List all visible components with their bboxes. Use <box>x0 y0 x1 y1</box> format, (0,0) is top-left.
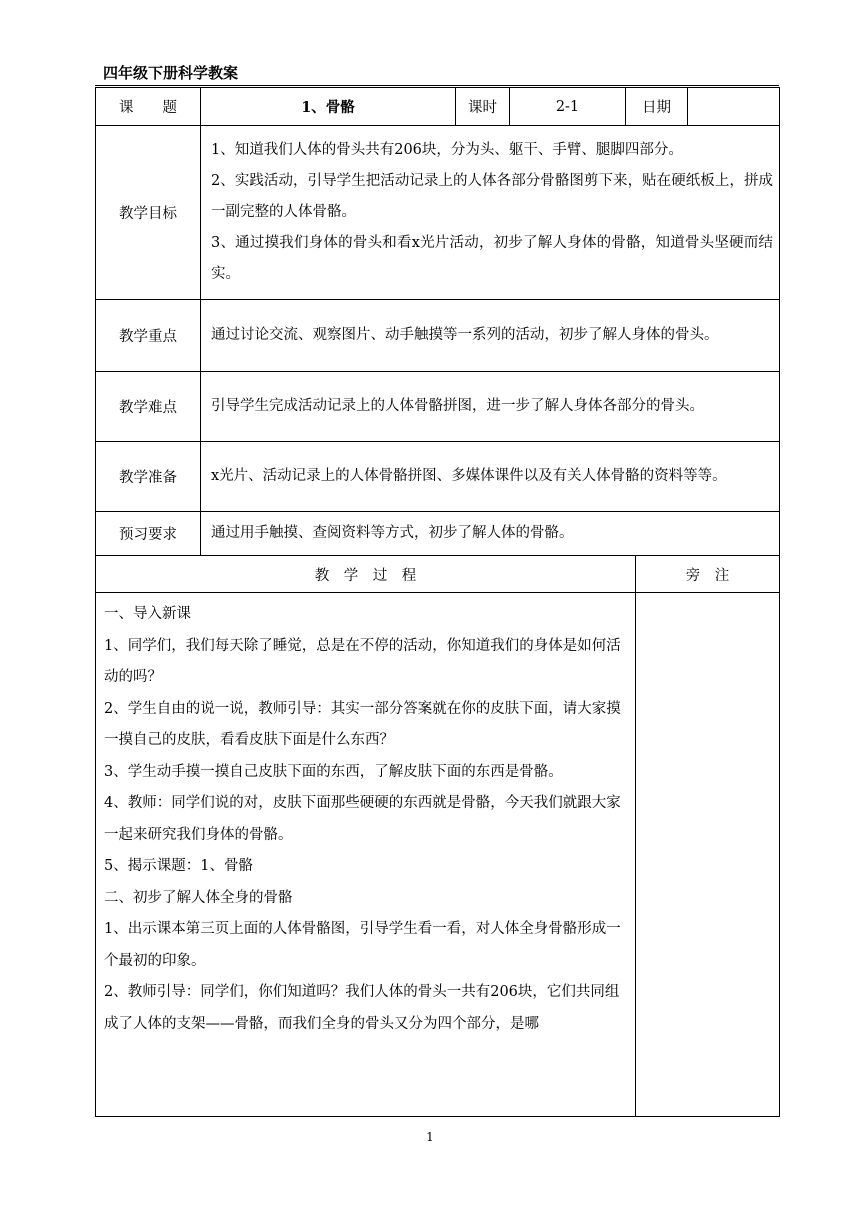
process-line: 1、同学们，我们每天除了睡觉，总是在不停的活动，你知道我们的身体是如何活动的吗？ <box>104 637 621 685</box>
process-content <box>96 593 636 1117</box>
preview-text: 通过用手触摸、查阅资料等方式，初步了解人体的骨骼。 <box>201 512 780 556</box>
document-title: 四年级下册科学教案 <box>103 64 239 82</box>
preparation-label: 教学准备 <box>96 442 201 512</box>
key-points-text: 通过讨论交流、观察图片、动手触摸等一系列的活动，初步了解人身体的骨头。 <box>201 300 780 372</box>
preview-row <box>96 512 780 556</box>
date-label: 日期 <box>626 88 688 126</box>
preview-label: 预习要求 <box>96 512 201 556</box>
date-value <box>688 88 780 126</box>
process-line: 4、教师：同学们说的对，皮肤下面那些硬硬的东西就是骨骼，今天我们就跟大家一起来研究我们身体的骨骼。 <box>104 795 621 843</box>
key-points-label: 教学重点 <box>96 300 201 372</box>
goals-row <box>96 126 780 300</box>
process-line: 二、初步了解人体全身的骨骼 <box>104 889 293 906</box>
process-line: 2、学生自由的说一说，教师引导：其实一部分答案就在你的皮肤下面，请大家摸一摸自己的皮肤，看看皮肤下面是什么东西？ <box>104 700 621 748</box>
process-line: 一、导入新课 <box>104 606 191 622</box>
difficulties-row <box>96 372 780 442</box>
preparation-row <box>96 442 780 512</box>
notes-column <box>636 593 780 1117</box>
key-points-row <box>96 300 780 372</box>
goal-item: 3、通过摸我们身体的骨头和看x光片活动，初步了解人身体的骨骼，知道骨头坚硬而结实。 <box>211 235 773 282</box>
goals-content <box>201 126 780 300</box>
page-number: 1 <box>426 1130 434 1144</box>
process-line: 3、学生动手摸一摸自己皮肤下面的东西，了解皮肤下面的东西是骨骼。 <box>104 763 563 780</box>
process-line: 5、揭示课题：1、骨骼 <box>104 858 253 874</box>
lesson-plan-table <box>95 87 780 1117</box>
hours-label: 课时 <box>456 88 510 126</box>
title-rule <box>95 85 779 86</box>
hours-value: 2-1 <box>510 88 626 126</box>
goal-item: 1、知道我们人体的骨头共有206块，分为头、躯干、手臂、腿脚四部分。 <box>211 142 683 158</box>
preparation-text: x光片、活动记录上的人体骨骼拼图、多媒体课件以及有关人体骨骼的资料等等。 <box>201 442 780 512</box>
process-header-row <box>96 556 780 593</box>
topic-label: 课 题 <box>96 88 201 126</box>
process-row <box>96 593 780 1117</box>
process-line: 1、出示课本第三页上面的人体骨骼图，引导学生看一看，对人体全身骨骼形成一个最初的印象。 <box>104 921 621 969</box>
goals-label: 教学目标 <box>96 126 201 300</box>
topic-value: 1、骨骼 <box>201 88 456 126</box>
process-header: 教 学 过 程 <box>96 556 636 593</box>
process-line: 2、教师引导：同学们，你们知道吗？我们人体的骨头一共有206块，它们共同组成了人体的支架——骨骼，而我们全身的骨头又分为四个部分，是哪 <box>104 984 620 1032</box>
header-row <box>96 88 780 126</box>
difficulties-label: 教学难点 <box>96 372 201 442</box>
difficulties-text: 引导学生完成活动记录上的人体骨骼拼图，进一步了解人身体各部分的骨头。 <box>201 372 780 442</box>
goal-item: 2、实践活动，引导学生把活动记录上的人体各部分骨骼图剪下来，贴在硬纸板上，拼成一副完整的人体骨骼。 <box>211 173 773 220</box>
notes-header: 旁 注 <box>636 556 780 593</box>
